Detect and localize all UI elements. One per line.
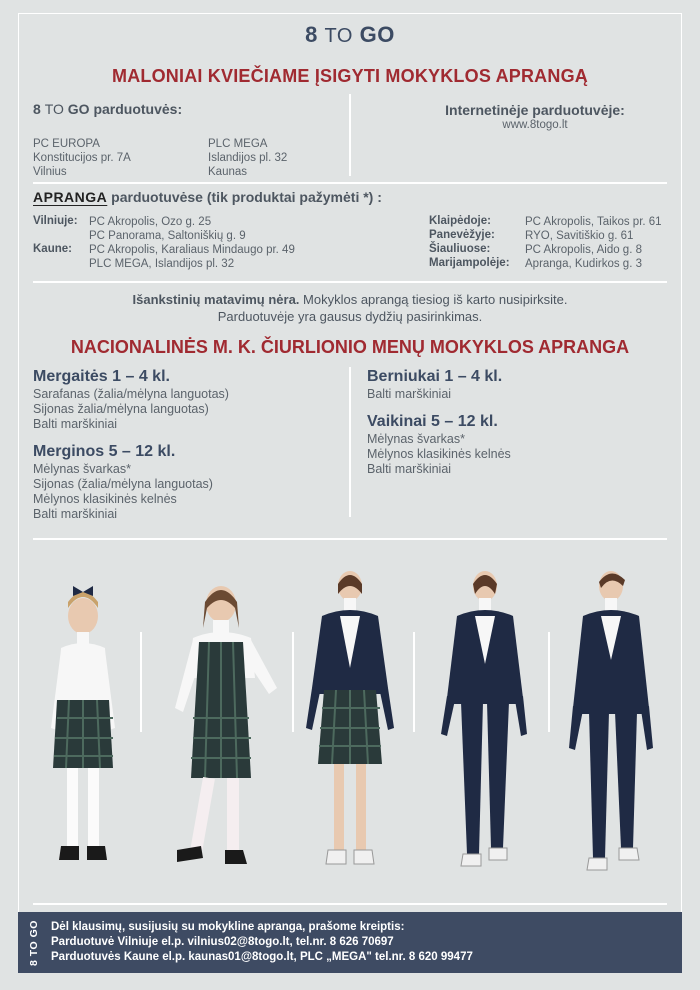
city-marijampole: Marijampolėje: (429, 257, 510, 269)
store-street: Konstitucijos pr. 7A (33, 152, 131, 164)
divider (33, 903, 667, 905)
group-girls-1-4 (33, 367, 229, 432)
group-boys-5-12 (367, 412, 511, 477)
city-siauliai: Šiauliuose: (429, 243, 491, 255)
contact-footer (18, 912, 682, 973)
photo-separator (413, 632, 415, 732)
store-mega (208, 137, 287, 179)
group-item: Mėlynas švarkas* (367, 432, 465, 446)
divider-vertical (349, 367, 351, 517)
girl-plaid-skirt-photo (33, 568, 133, 898)
school-title: NACIONALINĖS M. K. ČIURLIONIO MENŲ MOKYKLOS APRANGA (70, 337, 630, 357)
footer-brand: 8 TO GO (28, 920, 40, 966)
store-name: PLC MEGA (208, 138, 268, 150)
address-marijampole: Apranga, Kudirkos g. 3 (525, 258, 642, 270)
address-block-vilnius: PC Akropolis, Ozo g. 25 PC Panorama, Saltoniškių g. 9 (89, 216, 246, 242)
group-item: Balti marškiniai (33, 417, 118, 431)
photo-separator (292, 632, 294, 732)
divider (33, 182, 667, 184)
store-street: Islandijos pl. 32 (208, 152, 288, 164)
group-title: Berniukai 1 – 4 kl. (367, 368, 503, 385)
group-item: Sarafanas (žalia/mėlyna languotas) (33, 387, 229, 401)
young-man-blazer-trousers-photo (563, 568, 663, 898)
group-item: Mėlynos klasikinės kelnės (367, 447, 511, 461)
girl-plaid-pinafore-photo (163, 568, 283, 898)
city-klaipeda: Klaipėdoje: (429, 215, 491, 227)
headline: MALONIAI KVIEČIAME ĮSIGYTI MOKYKLOS APRANGĄ (112, 66, 588, 86)
group-item: Sijonas (žalia/mėlyna languotas) (33, 477, 213, 491)
apranga-logo: APRANGA (33, 189, 108, 205)
online-store-link[interactable]: www.8togo.lt (502, 119, 568, 131)
group-title: Vaikinai 5 – 12 kl. (367, 413, 498, 430)
store-city: Vilnius (33, 166, 67, 178)
stores-title: 8 TO GO parduotuvės: (33, 101, 183, 117)
young-woman-blazer-trousers-photo (433, 568, 533, 898)
young-woman-blazer-skirt-photo (300, 568, 400, 898)
address-panevezys: RYO, Savitiškio g. 61 (525, 230, 634, 242)
footer-contacts (51, 920, 473, 965)
group-girls-5-12 (33, 442, 213, 522)
group-item: Balti marškiniai (33, 507, 118, 521)
group-item: Sijonas žalia/mėlyna languotas) (33, 402, 209, 416)
address-siauliai: PC Akropolis, Aido g. 8 (525, 244, 642, 256)
city-vilnius: Vilniuje: (33, 215, 78, 227)
group-item: Balti marškiniai (367, 462, 452, 476)
group-boys-1-4 (367, 367, 502, 402)
group-item: Mėlynas švarkas* (33, 462, 131, 476)
apranga-title: APRANGA parduotuvėse (tik produktai pažymėti *) : (33, 189, 382, 205)
measurement-note: Išankstinių matavimų nėra. Mokyklos aprangą tiesiog iš karto nusipirksite. Parduotuvėje yra gausus dydžių pasirinkimas. (132, 292, 568, 324)
group-item: Mėlynos klasikinės kelnės (33, 492, 177, 506)
city-kaunas: Kaune: (33, 243, 72, 255)
group-title: Merginos 5 – 12 kl. (33, 443, 176, 460)
group-title: Mergaitės 1 – 4 kl. (33, 368, 170, 385)
footer-line: Parduotuvės Kaune el.p. kaunas01@8togo.lt, PLC „MEGA" tel.nr. 8 620 99477 (51, 951, 473, 963)
store-europa (33, 137, 131, 179)
group-item: Balti marškiniai (367, 387, 452, 401)
footer-line: Parduotuvė Vilniuje el.p. vilnius02@8togo.lt, tel.nr. 8 626 70697 (51, 936, 394, 948)
online-store (420, 102, 650, 131)
store-city: Kaunas (208, 166, 248, 178)
photo-separator (548, 632, 550, 732)
city-panevezys: Panevėžyje: (429, 229, 495, 241)
store-name: PC EUROPA (33, 138, 100, 150)
divider-vertical (349, 94, 351, 176)
divider (33, 281, 667, 283)
photo-separator (140, 632, 142, 732)
divider (33, 538, 667, 540)
address-klaipeda: PC Akropolis, Taikos pr. 61 (525, 216, 662, 228)
address-block-kaunas: PC Akropolis, Karaliaus Mindaugo pr. 49 PLC MEGA, Islandijos pl. 32 (89, 244, 295, 270)
footer-line: Dėl klausimų, susijusių su mokykline apranga, prašome kreiptis: (51, 921, 405, 933)
online-store-label: Internetinėje parduotuvėje: (445, 102, 625, 118)
brand-title: 8 TO GO (305, 22, 395, 47)
